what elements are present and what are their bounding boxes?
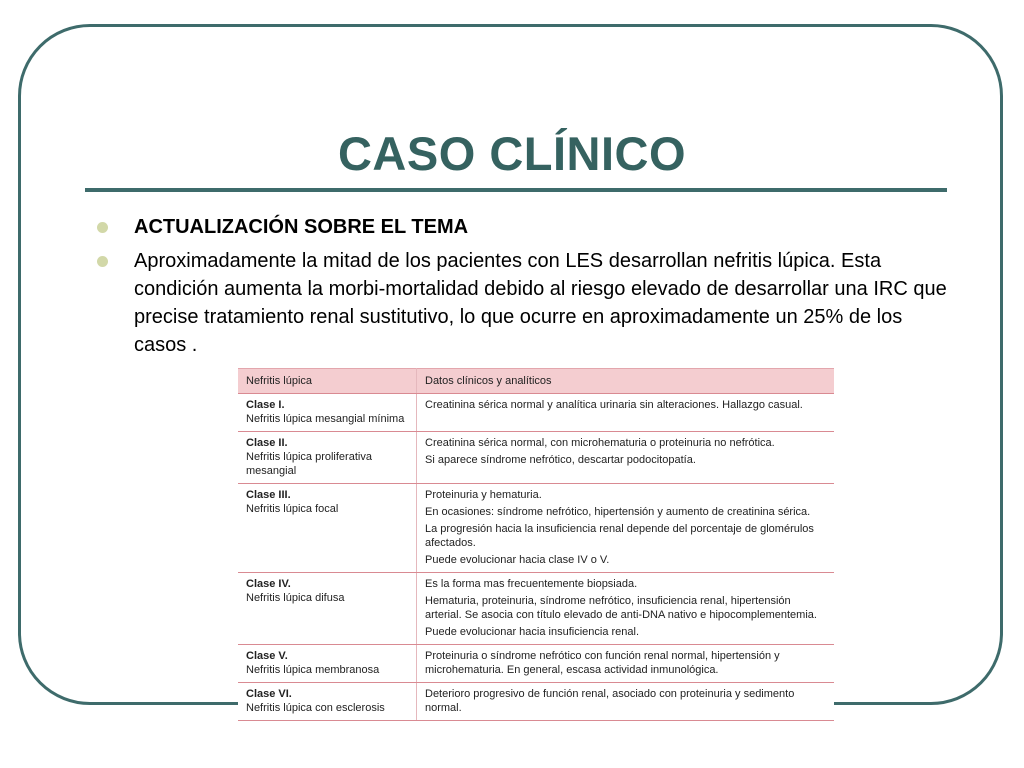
clinical-data-line: Es la forma mas frecuentemente biopsiada. <box>425 578 638 590</box>
table-row <box>238 573 834 645</box>
clinical-data-cell <box>417 394 835 432</box>
class-label: Clase II. <box>246 437 288 449</box>
column-header-data: Datos clínicos y analíticos <box>417 369 835 394</box>
class-name: Nefritis lúpica focal <box>246 503 339 515</box>
clinical-data-line: Creatinina sérica normal, con microhematuria o proteinuria no nefrótica. <box>425 437 775 449</box>
clinical-data-line: Proteinuria o síndrome nefrótico con función renal normal, hipertensión y microhematuria. En general, escasa actividad inmunológica. <box>425 650 780 676</box>
class-name: Nefritis lúpica proliferativa mesangial <box>246 451 372 477</box>
bullet-list <box>0 213 1024 365</box>
clinical-data-cell <box>417 683 835 721</box>
class-name: Nefritis lúpica mesangial mínima <box>246 413 405 425</box>
title-divider <box>85 188 947 192</box>
clinical-data-line: Proteinuria y hematuria. <box>425 489 542 501</box>
table-row <box>238 645 834 683</box>
class-cell <box>238 432 417 484</box>
clinical-data-cell <box>417 484 835 573</box>
class-cell <box>238 484 417 573</box>
clinical-data-cell <box>417 573 835 645</box>
table-header-row <box>238 369 834 394</box>
class-label: Clase VI. <box>246 688 292 700</box>
bullet-item-summary <box>0 247 1024 359</box>
clinical-data-line: Si aparece síndrome nefrótico, descartar podocitopatía. <box>425 454 696 466</box>
class-cell <box>238 573 417 645</box>
lupus-nephritis-table <box>238 368 834 721</box>
bullet-text: ACTUALIZACIÓN SOBRE EL TEMA <box>134 216 469 238</box>
clinical-data-cell <box>417 432 835 484</box>
table-row <box>238 484 834 573</box>
clinical-data-line: Deterioro progresivo de función renal, asociado con proteinuria y sedimento normal. <box>425 688 795 714</box>
bullet-text: Aproximadamente la mitad de los pacientes con LES desarrollan nefritis lúpica. Esta condición aumenta la morbi-mortalidad debido al riesgo elevado de desarrollar una IRC que precise tratamiento renal sustitutivo, lo que ocurre en aproximadamente un 25% de los casos . <box>134 250 947 356</box>
table-row <box>238 394 834 432</box>
clinical-data-line: Creatinina sérica normal y analítica urinaria sin alteraciones. Hallazgo casual. <box>425 399 803 411</box>
bullet-dot-icon <box>97 256 108 267</box>
class-label: Clase V. <box>246 650 288 662</box>
class-label: Clase III. <box>246 489 291 501</box>
class-cell <box>238 683 417 721</box>
clinical-data-line: Puede evolucionar hacia insuficiencia renal. <box>425 626 640 638</box>
column-header-class: Nefritis lúpica <box>238 369 417 394</box>
class-label: Clase IV. <box>246 578 291 590</box>
class-cell <box>238 394 417 432</box>
table-row <box>238 432 834 484</box>
class-name: Nefritis lúpica membranosa <box>246 664 380 676</box>
class-cell <box>238 645 417 683</box>
table-body <box>238 394 834 721</box>
clinical-data-line: En ocasiones: síndrome nefrótico, hipertensión y aumento de creatinina sérica. <box>425 506 811 518</box>
class-label: Clase I. <box>246 399 285 411</box>
slide-title: CASO CLÍNICO <box>337 127 687 180</box>
class-name: Nefritis lúpica con esclerosis <box>246 702 385 714</box>
clinical-data-line: Puede evolucionar hacia clase IV o V. <box>425 554 610 566</box>
bullet-dot-icon <box>97 222 108 233</box>
class-name: Nefritis lúpica difusa <box>246 592 345 604</box>
table-row <box>238 683 834 721</box>
clinical-data-line: La progresión hacia la insuficiencia renal depende del porcentaje de glomérulos afectados. <box>425 523 814 549</box>
bullet-item-heading <box>0 213 1024 241</box>
clinical-data-cell <box>417 645 835 683</box>
clinical-data-line: Hematuria, proteinuria, síndrome nefrótico, insuficiencia renal, hipertensión arterial. Se asocia con título elevado de anti-DNA nativo e hipocomplementemia. <box>425 595 817 621</box>
